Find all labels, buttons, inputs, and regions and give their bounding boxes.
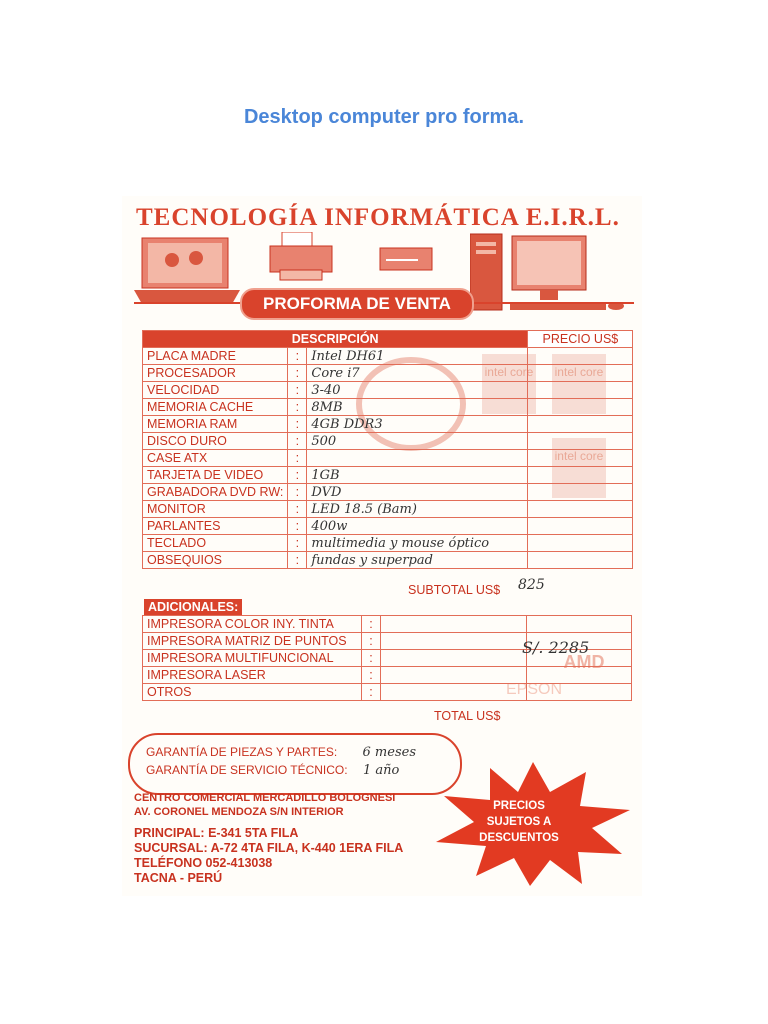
row-label: MEMORIA RAM <box>143 416 288 433</box>
adicional-label: OTROS <box>143 684 362 701</box>
row-colon: : <box>288 450 307 467</box>
table-row <box>143 399 633 416</box>
row-price <box>528 382 633 399</box>
row-price <box>528 450 633 467</box>
table-row <box>143 416 633 433</box>
contact-line-4: TACNA - PERÚ <box>134 871 223 885</box>
svg-text:intel core: intel core <box>484 365 534 379</box>
adicional-value <box>381 616 527 633</box>
contact-line-1: PRINCIPAL: E-341 5TA FILA <box>134 826 299 840</box>
warranty-parts <box>146 745 416 760</box>
laptop-illustration <box>134 236 240 308</box>
price-header: PRECIO US$ <box>528 331 633 348</box>
row-price <box>528 433 633 450</box>
row-value: fundas y superpad <box>307 552 528 569</box>
row-value: Intel DH61 <box>307 348 528 365</box>
table-row <box>143 484 633 501</box>
row-price <box>528 518 633 535</box>
adicional-row <box>143 684 632 701</box>
table-row <box>143 535 633 552</box>
row-value: LED 18.5 (Bam) <box>307 501 528 518</box>
row-label: DISCO DURO <box>143 433 288 450</box>
row-colon: : <box>288 433 307 450</box>
row-label: TARJETA DE VIDEO <box>143 467 288 484</box>
subtotal-label: SUBTOTAL US$ <box>408 583 501 597</box>
description-header: DESCRIPCIÓN <box>143 331 528 348</box>
row-value: 1GB <box>307 467 528 484</box>
row-colon: : <box>288 416 307 433</box>
row-value: 3-40 <box>307 382 528 399</box>
table-row <box>143 552 633 569</box>
adicional-row <box>143 616 632 633</box>
svg-text:intel core: intel core <box>554 365 604 379</box>
row-colon: : <box>362 633 381 650</box>
address-line-1: CENTRO COMERCIAL MERCADILLO BOLOGNESI <box>134 792 396 804</box>
adicional-handwritten-price: S/. 2285 <box>522 638 590 657</box>
proforma-banner: PROFORMA DE VENTA <box>240 288 474 320</box>
row-colon: : <box>362 684 381 701</box>
table-row <box>143 518 633 535</box>
adicional-value <box>381 667 527 684</box>
dvd-drive-illustration <box>378 244 434 274</box>
total-label: TOTAL US$ <box>434 709 501 723</box>
row-label: PLACA MADRE <box>143 348 288 365</box>
row-price <box>528 365 633 382</box>
row-value <box>307 450 528 467</box>
warranty-service-value: 1 año <box>362 763 400 778</box>
row-value: 400w <box>307 518 528 535</box>
row-value: multimedia y mouse óptico <box>307 535 528 552</box>
starburst-line-3: DESCUENTOS <box>479 832 559 844</box>
contact-line-3: TELÉFONO 052-413038 <box>134 856 273 870</box>
row-colon: : <box>362 616 381 633</box>
contact-line-2: SUCURSAL: A-72 4TA FILA, K-440 1ERA FILA <box>134 841 404 855</box>
row-value: 4GB DDR3 <box>307 416 528 433</box>
row-label: OBSEQUIOS <box>143 552 288 569</box>
adicional-price <box>527 616 632 633</box>
warranty-service <box>146 763 399 778</box>
row-value: DVD <box>307 484 528 501</box>
row-price <box>528 348 633 365</box>
proforma-document <box>122 196 642 896</box>
row-price <box>528 467 633 484</box>
row-label: MONITOR <box>143 501 288 518</box>
adicionales-table <box>142 615 632 701</box>
row-price <box>528 484 633 501</box>
svg-text:AMD: AMD <box>563 652 605 672</box>
table-row <box>143 348 633 365</box>
table-row <box>143 450 633 467</box>
adicional-price <box>527 667 632 684</box>
page-title: Desktop computer pro forma. <box>243 106 525 128</box>
row-label: VELOCIDAD <box>143 382 288 399</box>
row-label: TECLADO <box>143 535 288 552</box>
adicional-label: IMPRESORA MULTIFUNCIONAL <box>143 650 362 667</box>
table-row <box>143 365 633 382</box>
adicional-value <box>381 633 527 650</box>
row-label: PROCESADOR <box>143 365 288 382</box>
subtotal-value: 825 <box>518 577 545 593</box>
company-name: TECNOLOGÍA INFORMÁTICA E.I.R.L. <box>136 204 620 231</box>
starburst-line-2: SUJETOS A <box>486 816 552 828</box>
row-colon: : <box>288 399 307 416</box>
row-value: Core i7 <box>307 365 528 382</box>
row-colon: : <box>288 365 307 382</box>
printer-illustration <box>266 232 338 284</box>
address-line-2: AV. CORONEL MENDOZA S/N INTERIOR <box>134 806 344 818</box>
warranty-parts-value: 6 meses <box>362 745 416 760</box>
adicionales-label: ADICIONALES: <box>144 599 242 615</box>
starburst-line-1: PRECIOS <box>493 800 545 812</box>
row-colon: : <box>362 667 381 684</box>
svg-text:intel core: intel core <box>554 449 604 463</box>
description-table <box>142 330 633 569</box>
row-colon: : <box>288 501 307 518</box>
adicional-label: IMPRESORA LASER <box>143 667 362 684</box>
svg-text:EPSON: EPSON <box>505 681 563 696</box>
row-price <box>528 416 633 433</box>
adicional-label: IMPRESORA COLOR INY. TINTA <box>143 616 362 633</box>
table-row <box>143 382 633 399</box>
row-label: CASE ATX <box>143 450 288 467</box>
table-row <box>143 501 633 518</box>
row-price <box>528 501 633 518</box>
row-colon: : <box>288 382 307 399</box>
table-row <box>143 467 633 484</box>
row-label: PARLANTES <box>143 518 288 535</box>
adicional-row <box>143 667 632 684</box>
row-price <box>528 552 633 569</box>
adicional-price <box>527 684 632 701</box>
row-value: 8MB <box>307 399 528 416</box>
table-row <box>143 433 633 450</box>
row-colon: : <box>288 552 307 569</box>
row-colon: : <box>288 518 307 535</box>
row-colon: : <box>288 484 307 501</box>
row-price <box>528 535 633 552</box>
row-label: MEMORIA CACHE <box>143 399 288 416</box>
warranty-box <box>128 733 462 795</box>
row-colon: : <box>362 650 381 667</box>
row-colon: : <box>288 535 307 552</box>
warranty-service-label: GARANTÍA DE SERVICIO TÉCNICO: <box>146 763 348 777</box>
starburst-text <box>464 798 574 846</box>
row-colon: : <box>288 467 307 484</box>
row-value: 500 <box>307 433 528 450</box>
adicional-value <box>381 650 527 667</box>
adicional-value <box>381 684 527 701</box>
row-colon: : <box>288 348 307 365</box>
warranty-parts-label: GARANTÍA DE PIEZAS Y PARTES: <box>146 745 338 759</box>
row-price <box>528 399 633 416</box>
row-label: GRABADORA DVD RW: <box>143 484 288 501</box>
adicional-label: IMPRESORA MATRIZ DE PUNTOS <box>143 633 362 650</box>
